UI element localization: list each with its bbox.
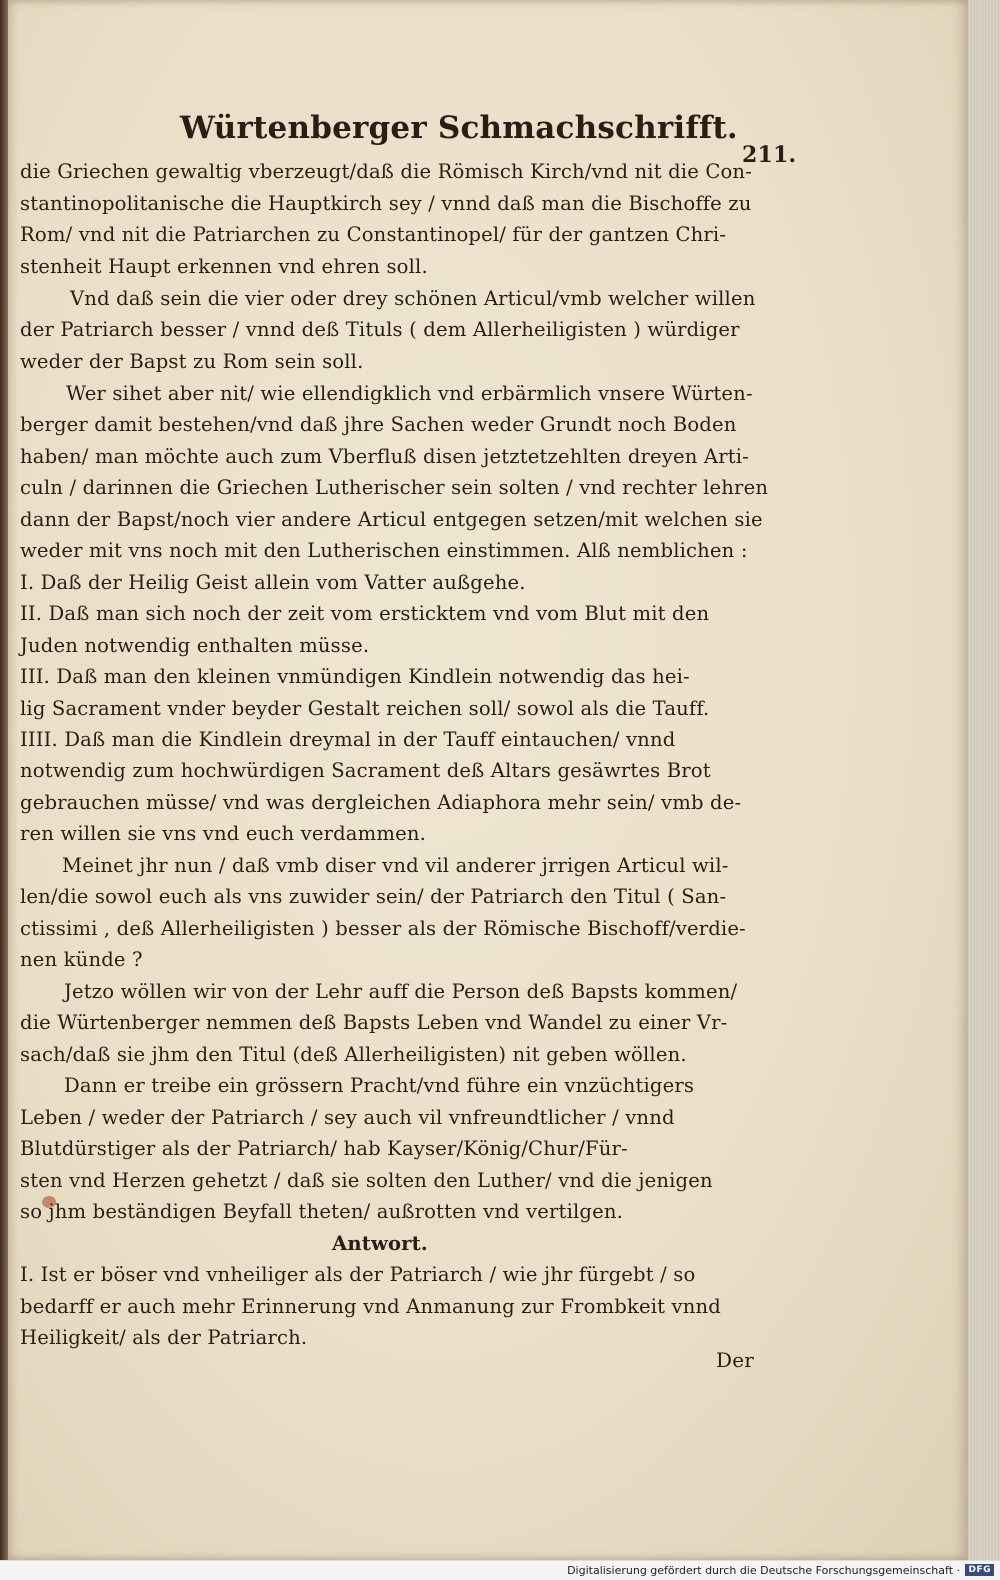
text-line: bedarff er auch mehr Erinnerung vnd Anmanung zur Frombkeit vnnd (20, 1295, 721, 1318)
text-line: ren willen sie vns vnd euch verdammen. (20, 822, 426, 845)
text-line: II. Daß man sich noch der zeit vom ersticktem vnd vom Blut mit den (20, 602, 710, 625)
text-line: berger damit bestehen/vnd daß jhre Sachen weder Grundt noch Boden (20, 413, 737, 436)
text-line: weder mit vns noch mit den Lutherischen einstimmen. Alß nemblichen : (20, 539, 748, 562)
dfg-logo: DFG (965, 1564, 994, 1576)
text-line: I. Ist er böser vnd vnheiliger als der Patriarch / wie jhr fürgebt / so (20, 1263, 696, 1286)
text-line: die Würtenberger nemmen deß Bapsts Leben vnd Wandel zu einer Vr- (20, 1011, 728, 1034)
text-line: I. Daß der Heilig Geist allein vom Vatter außgehe. (20, 571, 526, 594)
text-line: der Patriarch besser / vnnd deß Tituls ( dem Allerheiligisten ) würdiger (20, 318, 740, 341)
text-line: ctissimi , deß Allerheiligisten ) besser als der Römische Bischoff/verdie- (20, 917, 746, 940)
catchword: Der (716, 1348, 755, 1372)
funding-credit: Digitalisierung gefördert durch die Deutsche Forschungsgemeinschaft · (567, 1564, 960, 1577)
running-title: Würtenberger Schmachschrifft. (180, 110, 738, 146)
text-line: stantinopolitanische die Hauptkirch sey / vnnd daß man die Bischoffe zu (20, 192, 752, 215)
text-line: sten vnd Herzen gehetzt / daß sie solten den Luther/ vnd die jenigen (20, 1169, 713, 1192)
text-line: Vnd daß sein die vier oder drey schönen Articul/vmb welcher willen (70, 287, 756, 310)
text-line: III. Daß man den kleinen vnmündigen Kindlein notwendig das hei- (20, 665, 690, 688)
text-line: Blutdürstiger als der Patriarch/ hab Kayser/König/Chur/Für- (20, 1137, 628, 1160)
text-line: lig Sacrament vnder beyder Gestalt reichen soll/ sowol als die Tauff. (20, 697, 710, 720)
text-line: Leben / weder der Patriarch / sey auch vil vnfreundtlicher / vnnd (20, 1106, 675, 1129)
text-line: dann der Bapst/noch vier andere Articul entgegen setzen/mit welchen sie (20, 508, 763, 531)
text-line: die Griechen gewaltig vberzeugt/daß die Römisch Kirch/vnd nit die Con- (20, 160, 752, 183)
text-line: Juden notwendig enthalten müsse. (20, 634, 370, 657)
folio-number: 211. (742, 142, 797, 168)
text-line: Meinet jhr nun / daß vmb diser vnd vil anderer jrrigen Articul wil- (62, 854, 729, 877)
footer-bar (0, 1560, 1000, 1580)
text-line: Jetzo wöllen wir von der Lehr auff die Person deß Bapsts kommen/ (64, 980, 738, 1003)
text-line: gebrauchen müsse/ vnd was dergleichen Adiaphora mehr sein/ vmb de- (20, 791, 742, 814)
text-line: notwendig zum hochwürdigen Sacrament deß Altars gesäwrtes Brot (20, 759, 711, 782)
text-line: Heiligkeit/ als der Patriarch. (20, 1326, 308, 1349)
text-line: sach/daß sie jhm den Titul (deß Allerheiligisten) nit geben wöllen. (20, 1043, 687, 1066)
text-line: haben/ man möchte auch zum Vberfluß disen jetztetzehlten dreyen Arti- (20, 445, 749, 468)
text-line: culn / darinnen die Griechen Lutherischer sein solten / vnd rechter lehren (20, 476, 769, 499)
text-line: Wer sihet aber nit/ wie ellendigklich vnd erbärmlich vnsere Würten- (66, 382, 753, 405)
text-line: len/die sowol euch als vns zuwider sein/ der Patriarch den Titul ( San- (20, 885, 727, 908)
text-line: stenheit Haupt erkennen vnd ehren soll. (20, 255, 428, 278)
text-line: Rom/ vnd nit die Patriarchen zu Constantinopel/ für der gantzen Chri- (20, 223, 727, 246)
text-line: so jhm beständigen Beyfall theten/ außrotten vnd vertilgen. (20, 1200, 623, 1223)
text-line: Antwort. (332, 1232, 428, 1255)
text-line: weder der Bapst zu Rom sein soll. (20, 350, 364, 373)
text-line: Dann er treibe ein grössern Pracht/vnd führe ein vnzüchtigers (64, 1074, 695, 1097)
text-line: IIII. Daß man die Kindlein dreymal in der Tauff eintauchen/ vnnd (20, 728, 676, 751)
text-line: nen künde ? (20, 948, 143, 971)
